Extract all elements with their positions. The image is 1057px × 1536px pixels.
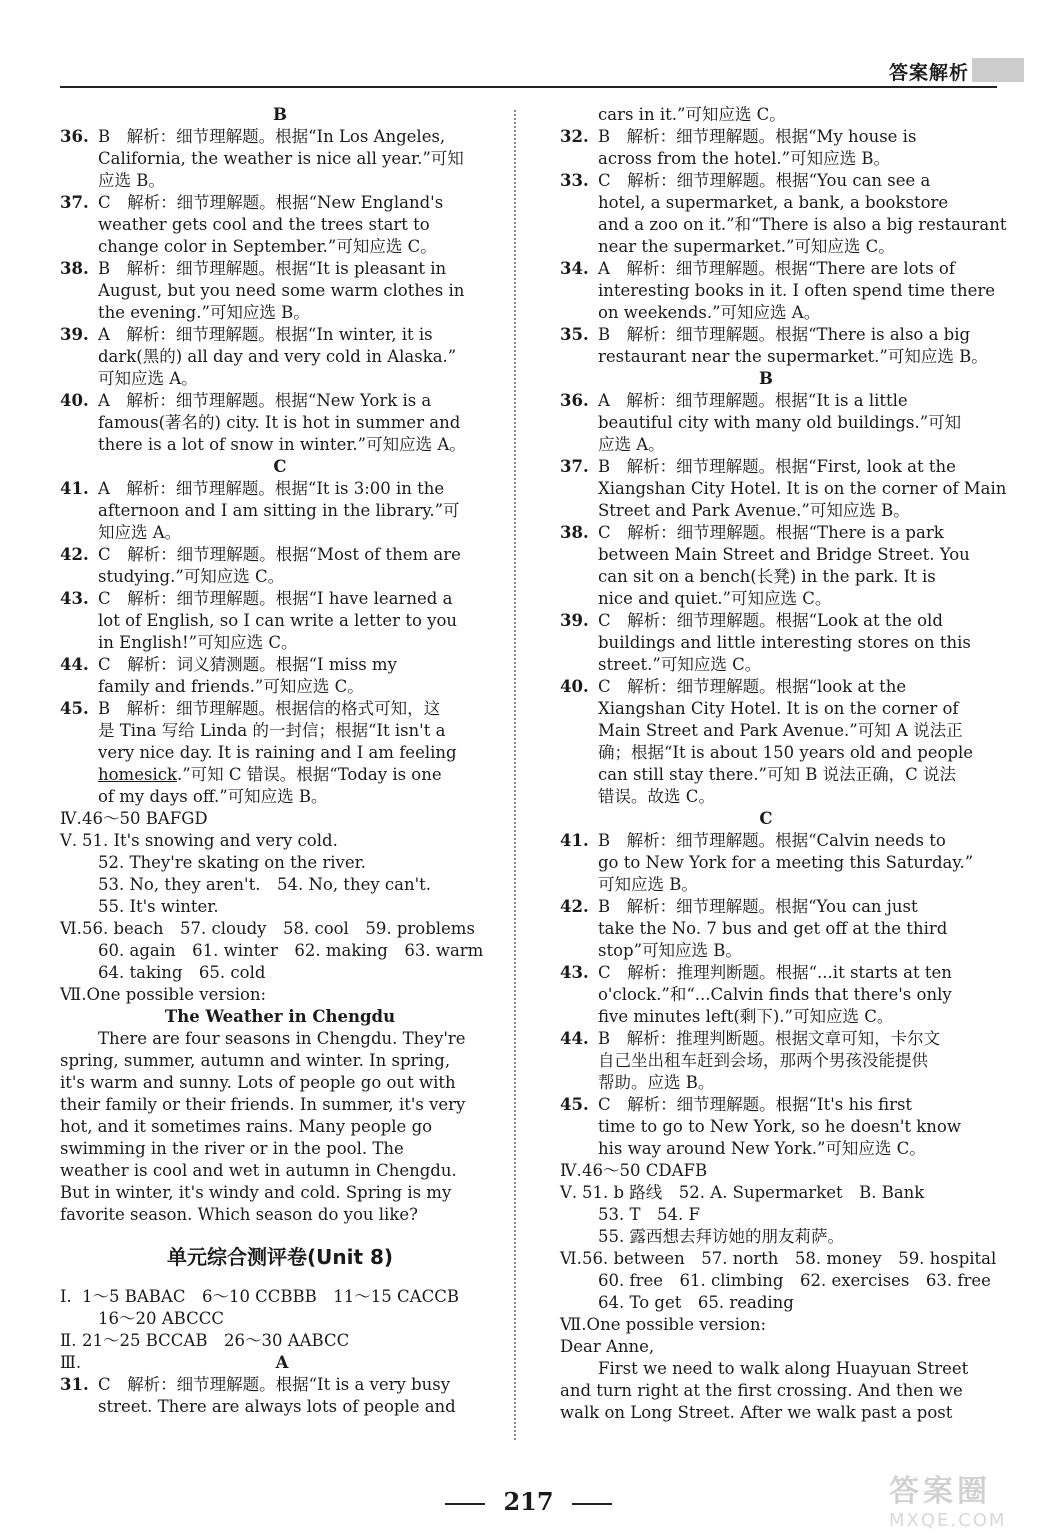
- question-number: 42.: [560, 897, 589, 916]
- text-line: and turn right at the first crossing. And then we: [560, 1381, 963, 1400]
- text-line: there is a lot of snow in winter.”可知应选 A。: [98, 435, 466, 454]
- line-text: B 解析：细节理解题。根据“Calvin needs to: [598, 831, 946, 850]
- answer-line: [60, 126, 500, 148]
- roman-section-line: [560, 1248, 997, 1270]
- roman-section-line: [60, 1352, 500, 1374]
- text-line: change color in September.”可知应选 C。: [98, 237, 437, 256]
- text-line: it's warm and sunny. Lots of people go out with: [60, 1073, 456, 1092]
- answer-line: [60, 192, 500, 214]
- section-letter: C: [759, 809, 773, 828]
- text-line: 应选 B。: [98, 171, 165, 190]
- answer-line: [560, 1094, 972, 1116]
- roman-numeral: Ⅶ.: [560, 1315, 587, 1334]
- section-letter: B: [273, 105, 287, 124]
- question-number: 33.: [560, 171, 589, 190]
- question-number: 34.: [560, 259, 589, 278]
- text-line: hot, and it sometimes rains. Many people go: [60, 1117, 433, 1136]
- question-number: 45.: [560, 1095, 589, 1114]
- line-text: 51. It's snowing and very cold.: [82, 831, 338, 850]
- text-line: 可知应选 A。: [98, 369, 198, 388]
- text-line: But in winter, it's windy and cold. Spring is my: [60, 1183, 452, 1202]
- text-line: First we need to walk along Huayuan Street: [598, 1359, 969, 1378]
- answer-line: [60, 698, 500, 720]
- text-line: in English!”可知应选 C。: [98, 633, 298, 652]
- text-line: favorite season. Which season do you like?: [60, 1205, 418, 1224]
- line-text: B 解析：细节理解题。根据“It is pleasant in: [98, 259, 447, 278]
- question-number: 41.: [60, 479, 89, 498]
- text-line: his way around New York.”可知应选 C。: [598, 1139, 926, 1158]
- line-text: C 解析：细节理解题。根据“There is a park: [598, 523, 944, 542]
- text-line: homesick.”可知 C 错误。根据“Today is one: [98, 765, 442, 784]
- roman-section-line: [560, 1182, 972, 1204]
- question-number: 32.: [560, 127, 589, 146]
- line-text: C 解析：细节理解题。根据“look at the: [598, 677, 907, 696]
- roman-section-line: [60, 1330, 500, 1352]
- roman-numeral: Ⅴ.: [560, 1183, 578, 1202]
- text-line: There are four seasons in Chengdu. They're: [98, 1029, 466, 1048]
- line-text: 56. beach 57. cloudy 58. cool 59. problems: [82, 919, 475, 938]
- header-rule: [60, 86, 997, 88]
- answer-line: [60, 588, 500, 610]
- answer-line: [60, 478, 500, 500]
- answer-line: [560, 610, 972, 632]
- question-number: 43.: [60, 589, 89, 608]
- line-text: 21～25 BCCAB 26～30 AABCC: [82, 1331, 350, 1350]
- section-letter: C: [273, 457, 287, 476]
- roman-section-line: [60, 984, 500, 1006]
- text-line: Main Street and Park Avenue.”可知 A 说法正: [598, 721, 963, 740]
- text-line: 55. 露西想去拜访她的朋友莉萨。: [598, 1227, 844, 1246]
- line-text: 56. between 57. north 58. money 59. hospital: [582, 1249, 997, 1268]
- roman-section-line: [60, 830, 500, 852]
- roman-section-line: [560, 1160, 972, 1182]
- roman-section-line: [60, 918, 500, 940]
- text-line: the evening.”可知应选 B。: [98, 303, 310, 322]
- text-line: 可知应选 B。: [598, 875, 698, 894]
- text-line: take the No. 7 bus and get off at the third: [598, 919, 948, 938]
- roman-numeral: Ⅳ.: [60, 809, 82, 828]
- text-line: 60. again 61. winter 62. making 63. warm: [98, 941, 484, 960]
- roman-numeral: Ⅵ.: [60, 919, 82, 938]
- section-letter: B: [759, 369, 773, 388]
- text-line: very nice day. It is raining and I am feeling: [98, 743, 457, 762]
- line-text: 1～5 BABAC 6～10 CCBBB 11～15 CACCB: [82, 1287, 459, 1306]
- question-number: 36.: [60, 127, 89, 146]
- text-line: Dear Anne,: [560, 1337, 655, 1356]
- answer-line: [560, 962, 972, 984]
- roman-numeral: Ⅰ.: [60, 1287, 72, 1306]
- line-text: 46～50 BAFGD: [82, 809, 208, 828]
- text-line: of my days off.”可知应选 B。: [98, 787, 328, 806]
- text-line: 53. T 54. F: [598, 1205, 700, 1224]
- question-number: 40.: [560, 677, 589, 696]
- answer-line: [560, 896, 972, 918]
- text-line: walk on Long Street. After we walk past a post: [560, 1403, 953, 1422]
- roman-numeral: Ⅵ.: [560, 1249, 582, 1268]
- text-line: lot of English, so I can write a letter to you: [98, 611, 458, 630]
- text-line: o'clock.”和“...Calvin finds that there's only: [598, 985, 952, 1004]
- question-number: 44.: [60, 655, 89, 674]
- text-line: family and friends.”可知应选 C。: [98, 677, 364, 696]
- right-column: [560, 104, 1007, 1424]
- question-number: 43.: [560, 963, 589, 982]
- answer-line: [60, 1374, 500, 1396]
- column-divider: [514, 110, 516, 1440]
- text-line: 64. To get 65. reading: [598, 1293, 794, 1312]
- text-line: swimming in the river or in the pool. The: [60, 1139, 404, 1158]
- line-text: C 解析：细节理解题。根据“Most of them are: [98, 545, 461, 564]
- question-number: 38.: [60, 259, 89, 278]
- answer-line: [560, 126, 972, 148]
- text-line: weather is cool and wet in autumn in Chengdu.: [60, 1161, 457, 1180]
- roman-section-line: [60, 1286, 500, 1308]
- section-title: 单元综合测评卷(Unit 8): [166, 1245, 394, 1269]
- question-number: 38.: [560, 523, 589, 542]
- text-line: 52. They're skating on the river.: [98, 853, 366, 872]
- answer-line: [560, 170, 972, 192]
- section-letter: The Weather in Chengdu: [164, 1007, 396, 1026]
- text-line: famous(著名的) city. It is hot in summer and: [98, 413, 461, 432]
- text-line: restaurant near the supermarket.”可知应选 B。: [598, 347, 988, 366]
- line-text: A 解析：细节理解题。根据“New York is a: [98, 391, 432, 410]
- roman-section-line: [560, 1314, 972, 1336]
- text-line: cars in it.”可知应选 C。: [598, 105, 786, 124]
- text-line: 应选 A。: [598, 435, 665, 454]
- text-line: afternoon and I am sitting in the library.”可: [98, 501, 460, 520]
- text-line: Xiangshan City Hotel. It is on the corner of Main: [598, 479, 1007, 498]
- text-line: street.”可知应选 C。: [598, 655, 762, 674]
- header-label: 答案解析: [888, 62, 969, 84]
- text-line: California, the weather is nice all year.”可知: [98, 149, 464, 168]
- question-number: 35.: [560, 325, 589, 344]
- text-line: five minutes left(剩下).”可知应选 C。: [598, 1007, 894, 1026]
- question-number: 36.: [560, 391, 589, 410]
- text-line: go to New York for a meeting this Saturday.”: [598, 853, 974, 872]
- text-line: beautiful city with many old buildings.”可知: [598, 413, 962, 432]
- question-number: 41.: [560, 831, 589, 850]
- line-text: C 解析：细节理解题。根据“You can see a: [598, 171, 931, 190]
- question-number: 37.: [60, 193, 89, 212]
- answer-line: [560, 390, 972, 412]
- text-line: 64. taking 65. cold: [98, 963, 266, 982]
- line-text: B 解析：细节理解题。根据信的格式可知，这: [98, 699, 441, 718]
- question-number: 39.: [60, 325, 89, 344]
- roman-numeral: Ⅴ.: [60, 831, 78, 850]
- answer-line: [560, 258, 972, 280]
- answer-line: [60, 544, 500, 566]
- line-text: A 解析：细节理解题。根据“It is 3:00 in the: [98, 479, 445, 498]
- answer-line: [560, 676, 972, 698]
- line-text: C 解析：细节理解题。根据“It's his first: [598, 1095, 913, 1114]
- line-text: B 解析：细节理解题。根据“First, look at the: [598, 457, 956, 476]
- roman-numeral: Ⅲ.: [60, 1353, 82, 1372]
- roman-numeral: Ⅱ.: [60, 1331, 77, 1350]
- text-line: August, but you need some warm clothes in: [98, 281, 465, 300]
- text-line: 知应选 A。: [98, 523, 182, 542]
- text-line: across from the hotel.”可知应选 B。: [598, 149, 890, 168]
- line-text: B 解析：细节理解题。根据“In Los Angeles,: [98, 127, 446, 146]
- header-decoration: [972, 58, 1024, 82]
- text-line: 确；根据“It is about 150 years old and people: [598, 743, 974, 762]
- line-text: A 解析：细节理解题。根据“It is a little: [598, 391, 908, 410]
- answer-line: [560, 522, 972, 544]
- roman-section-line: [60, 808, 500, 830]
- section-letter: A: [275, 1353, 289, 1372]
- text-line: weather gets cool and the trees start to: [98, 215, 430, 234]
- question-number: 45.: [60, 699, 89, 718]
- line-text: C 解析：细节理解题。根据“I have learned a: [98, 589, 453, 608]
- question-number: 31.: [60, 1375, 89, 1394]
- text-line: can sit on a bench(长凳) in the park. It is: [598, 567, 936, 586]
- text-line: 帮助。应选 B。: [598, 1073, 715, 1092]
- text-line: dark(黑的) all day and very cold in Alaska.”: [98, 347, 457, 366]
- text-line: Street and Park Avenue.”可知应选 B。: [598, 501, 910, 520]
- line-text: B 解析：细节理解题。根据“My house is: [598, 127, 917, 146]
- watermark-line2: MXQE.COM: [889, 1510, 1007, 1531]
- line-text: C 解析：词义猜测题。根据“I miss my: [98, 655, 397, 674]
- line-text: B 解析：细节理解题。根据“There is also a big: [598, 325, 971, 344]
- text-line: spring, summer, autumn and winter. In spring,: [60, 1051, 451, 1070]
- roman-numeral: Ⅳ.: [560, 1161, 582, 1180]
- text-line: stop”可知应选 B。: [598, 941, 742, 960]
- text-line: time to go to New York, so he doesn't know: [598, 1117, 961, 1136]
- text-line: nice and quiet.”可知应选 C。: [598, 589, 832, 608]
- answer-line: [60, 654, 500, 676]
- answer-line: [560, 324, 972, 346]
- watermark-line1: 答案圈: [889, 1474, 991, 1509]
- page-number-text: 217: [503, 1487, 554, 1516]
- answer-line: [560, 1028, 972, 1050]
- text-line: near the supermarket.”可知应选 C。: [598, 237, 895, 256]
- text-line: hotel, a supermarket, a bank, a bookstore: [598, 193, 949, 212]
- roman-numeral: Ⅶ.: [60, 985, 87, 1004]
- line-text: 51. b 路线 52. A. Supermarket B. Bank: [582, 1183, 925, 1202]
- line-text: 46～50 CDAFB: [582, 1161, 708, 1180]
- text-line: their family or their friends. In summer, it's very: [60, 1095, 466, 1114]
- question-number: 44.: [560, 1029, 589, 1048]
- text-line: 55. It's winter.: [98, 897, 219, 916]
- line-text: B 解析：细节理解题。根据“You can just: [598, 897, 918, 916]
- text-line: studying.”可知应选 C。: [98, 567, 285, 586]
- left-column: [60, 104, 500, 1418]
- text-line: and a zoo on it.”和“There is also a big restaurant: [598, 215, 1007, 234]
- line-text: One possible version:: [586, 1315, 767, 1334]
- answer-line: [560, 830, 972, 852]
- text-line: 16～20 ABCCC: [98, 1309, 224, 1328]
- answer-line: [560, 456, 972, 478]
- text-line: 错误。故选 C。: [598, 787, 715, 806]
- text-line: 自己坐出租车赶到会场，那两个男孩没能提供: [598, 1051, 928, 1070]
- text-line: 60. free 61. climbing 62. exercises 63. free: [598, 1271, 991, 1290]
- text-line: can still stay there.”可知 B 说法正确，C 说法: [598, 765, 956, 784]
- question-number: 39.: [560, 611, 589, 630]
- line-text: C 解析：细节理解题。根据“It is a very busy: [98, 1375, 451, 1394]
- question-number: 42.: [60, 545, 89, 564]
- line-text: A 解析：细节理解题。根据“There are lots of: [598, 259, 955, 278]
- text-line: street. There are always lots of people and: [98, 1397, 456, 1416]
- text-line: on weekends.”可知应选 A。: [598, 303, 821, 322]
- text-line: 53. No, they aren't. 54. No, they can't.: [98, 875, 432, 894]
- text-line: interesting books in it. I often spend time there: [598, 281, 995, 300]
- line-text: B 解析：推理判断题。根据文章可知，卡尔文: [598, 1029, 941, 1048]
- line-text: C 解析：细节理解题。根据“Look at the old: [598, 611, 943, 630]
- question-number: 37.: [560, 457, 589, 476]
- text-line: buildings and little interesting stores on this: [598, 633, 971, 652]
- text-line: between Main Street and Bridge Street. You: [598, 545, 970, 564]
- answer-line: [60, 258, 500, 280]
- line-text: A 解析：细节理解题。根据“In winter, it is: [98, 325, 433, 344]
- text-line: Xiangshan City Hotel. It is on the corner of: [598, 699, 959, 718]
- answer-line: [60, 390, 500, 412]
- question-number: 40.: [60, 391, 89, 410]
- line-text: One possible version:: [86, 985, 267, 1004]
- watermark-logo: [889, 1466, 1039, 1531]
- text-line: 是 Tina 写给 Linda 的一封信；根据“It isn't a: [98, 721, 446, 740]
- answer-line: [60, 324, 500, 346]
- line-text: C 解析：推理判断题。根据“...it starts at ten: [598, 963, 952, 982]
- line-text: C 解析：细节理解题。根据“New England's: [98, 193, 444, 212]
